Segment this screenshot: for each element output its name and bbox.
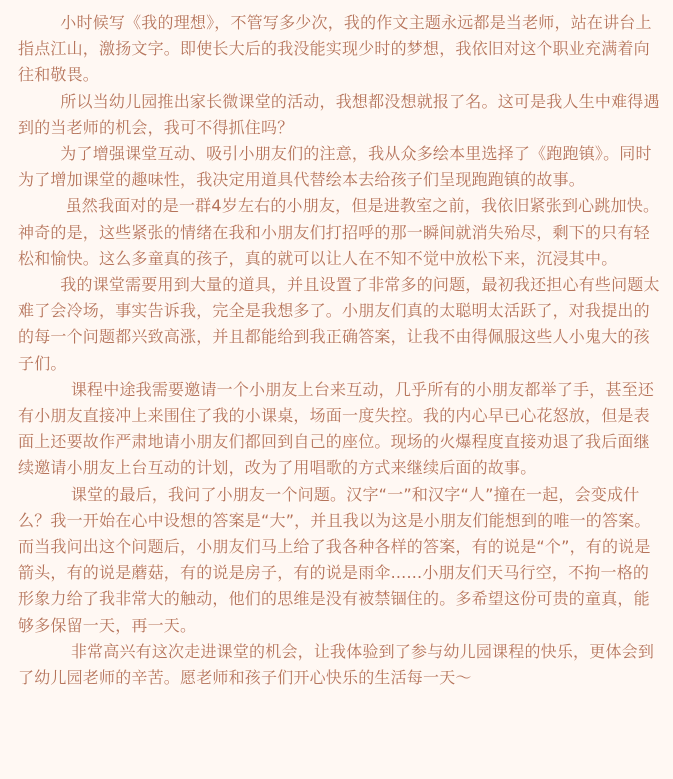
paragraph-6: 课程中途我需要邀请一个小朋友上台来互动，几乎所有的小朋友都举了手，甚至还有小朋友直接冲上来围住了我的小课桌，场面一度失控。我的内心早已心花怒放，但是表面上还要故作严肃地请小朋友们都回到自己的座位。现场的火爆程度直接劝退了我后面继续邀请小朋友上台互动的计划，改为了用唱歌的方式来继续后面的故事。 xyxy=(18,379,655,478)
paragraph-5: 我的课堂需要用到大量的道具，并且设置了非常多的问题，最初我还担心有些问题太难了会冷场，事实告诉我，完全是我想多了。小朋友们真的太聪明太活跃了，对我提出的的每一个问题都兴致高涨，并且都能给到我正确答案，让我不由得佩服这些人小鬼大的孩子们。 xyxy=(18,275,660,373)
paragraph-3: 为了增强课堂互动、吸引小朋友们的注意，我从众多绘本里选择了《跑跑镇》。同时为了增加课堂的趣味性，我决定用道具代替绘本去给孩子们呈现跑跑镇的故事。 xyxy=(18,144,652,190)
paragraph-4: 虽然我面对的是一群4岁左右的小朋友，但是进教室之前，我依旧紧张到心跳加快。神奇的是，这些紧张的情绪在我和小朋友们打招呼的那一瞬间就消失殆尽，剩下的只有轻松和愉快。这么多童真的孩子，真的就可以让人在不知不觉中放松下来，沉浸其中。 xyxy=(18,196,660,268)
paragraph-8: 非常高兴有这次走进课堂的机会，让我体验到了参与幼儿园课程的快乐，更体会到了幼儿园老师的辛苦。愿老师和孩子们开心快乐的生活每一天～ xyxy=(18,641,655,688)
paragraph-2: 所以当幼儿园推出家长微课堂的活动，我想都没想就报了名。这可是我人生中难得遇到的当老师的机会，我可不得抓住吗？ xyxy=(18,91,660,137)
paragraph-7: 课堂的最后，我问了小朋友一个问题。汉字“一”和汉字“人”撞在一起，会变成什么？我一开始在心中设想的答案是“大”，并且我以为这是小朋友们能想到的唯一的答案。 而当我问出这个问题后，小朋友们马上给了我各种各样的答案，有的说是“个”，有的说是箭头，有的说是蘑菇，有的说是房子，有的说是雨伞......小朋友们天马行空，不拘一格的形象力给了我非常大的触动，他们的思维是没有被禁锢住的。多希望这份可贵的童真，能够多保留一天，再一天。 xyxy=(18,484,662,635)
paragraph-1: 小时候写《我的理想》，不管写多少次，我的作文主题永远都是当老师，站在讲台上指点江山，激扬文字。即使长大后的我没能实现少时的梦想，我依旧对这个职业充满着向往和敬畏。 xyxy=(18,13,652,85)
